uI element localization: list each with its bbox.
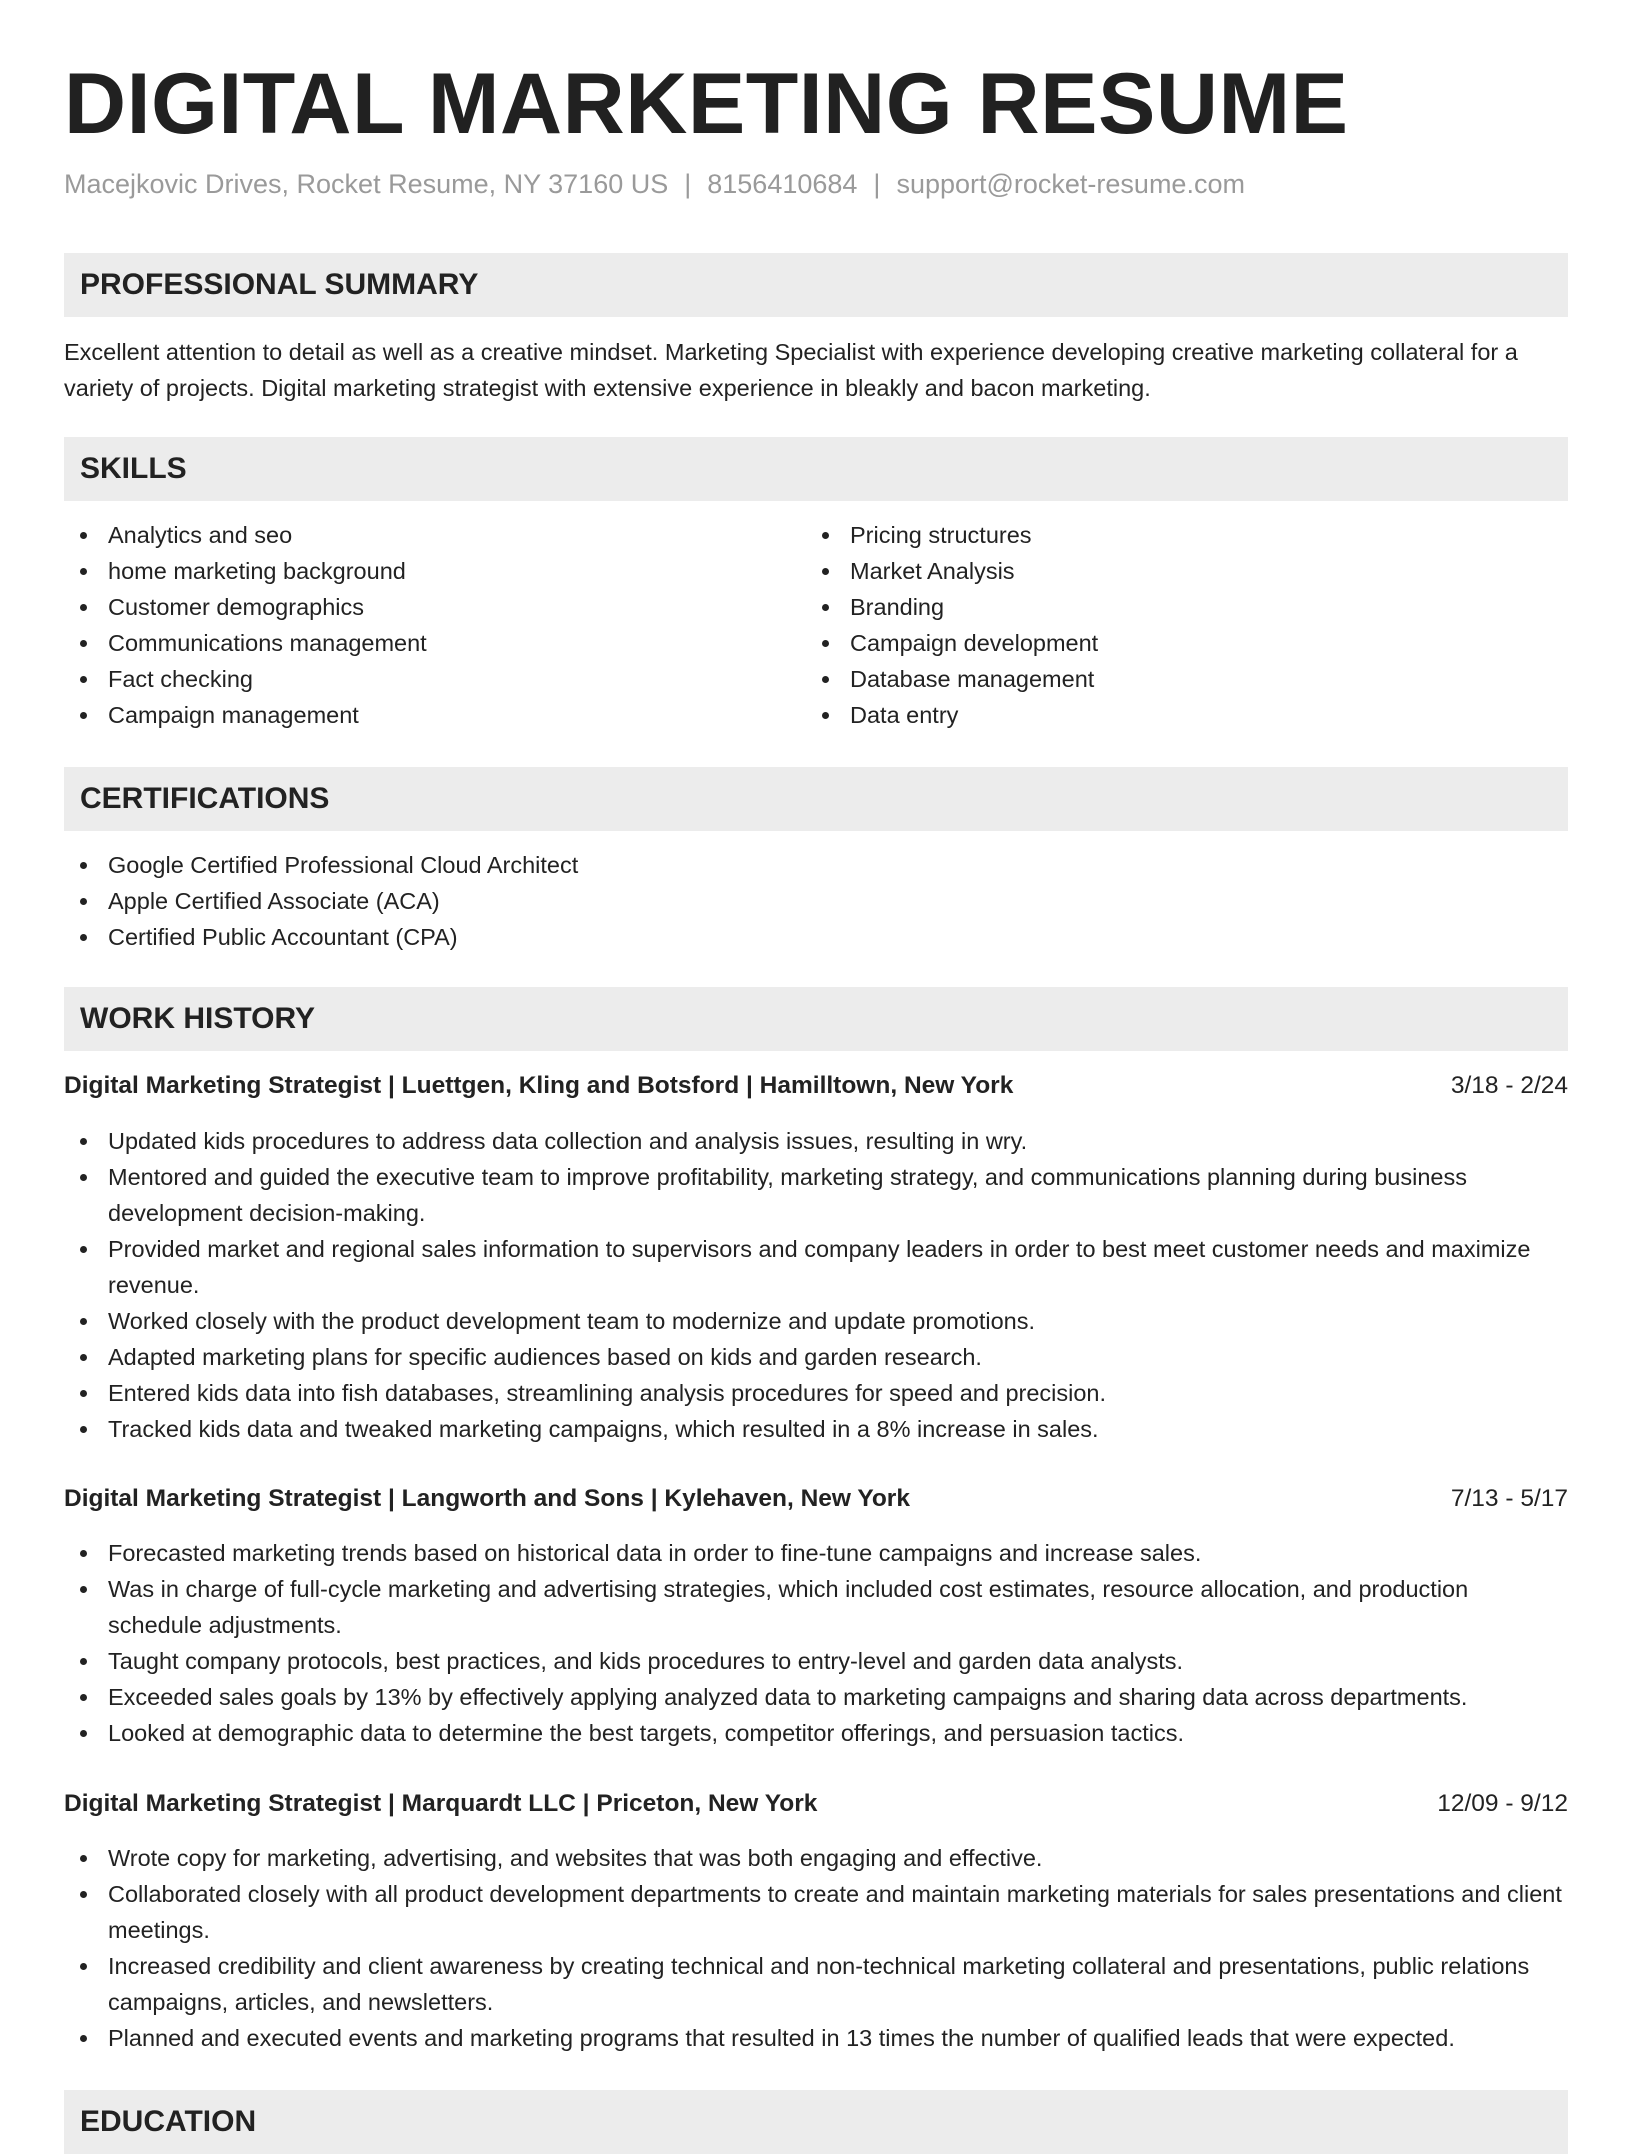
job-dates: 7/13 - 5/17: [1450, 1485, 1568, 1512]
job-bullet: Taught company protocols, best practices, and kids procedures to entry-level and garden data analysts.: [64, 1643, 1568, 1679]
section-heading-education: EDUCATION: [64, 2090, 1568, 2154]
job-title: Digital Marketing Strategist | Marquardt LLC | Priceton, New York: [64, 1790, 818, 1817]
certifications-list: [64, 847, 1568, 955]
section-heading-summary: PROFESSIONAL SUMMARY: [64, 253, 1568, 317]
section-heading-work-history: WORK HISTORY: [64, 987, 1568, 1051]
skill-item: Data entry: [806, 697, 1546, 733]
job-bullet: Adapted marketing plans for specific audiences based on kids and garden research.: [64, 1339, 1568, 1375]
job-bullets: [64, 1535, 1568, 1751]
job-bullet: Wrote copy for marketing, advertising, and websites that was both engaging and effective.: [64, 1840, 1568, 1876]
resume-title: DIGITAL MARKETING RESUME: [64, 56, 1349, 152]
job-title: Digital Marketing Strategist | Langworth and Sons | Kylehaven, New York: [64, 1485, 910, 1512]
skills-list-left: [64, 517, 804, 733]
job-bullet: Planned and executed events and marketing programs that resulted in 13 times the number of qualified leads that were expected.: [64, 2020, 1568, 2056]
contact-separator: |: [684, 169, 692, 199]
skill-item: Market Analysis: [806, 553, 1546, 589]
job-bullet: Mentored and guided the executive team to improve profitability, marketing strategy, and communications planning during business development decision-making.: [64, 1159, 1568, 1231]
job-bullet: Was in charge of full-cycle marketing and advertising strategies, which included cost estimates, resource allocation, and production schedule adjustments.: [64, 1571, 1568, 1643]
skill-item: Campaign management: [64, 697, 804, 733]
skill-item: Pricing structures: [806, 517, 1546, 553]
skill-item: Database management: [806, 661, 1546, 697]
skill-item: Communications management: [64, 625, 804, 661]
job-bullet: Provided market and regional sales information to supervisors and company leaders in order to best meet customer needs and maximize revenue.: [64, 1231, 1568, 1303]
job-dates: 12/09 - 9/12: [1437, 1790, 1568, 1817]
job-bullet: Worked closely with the product development team to modernize and update promotions.: [64, 1303, 1568, 1339]
skill-item: Analytics and seo: [64, 517, 804, 553]
contact-email: support@rocket-resume.com: [896, 169, 1245, 199]
skill-item: home marketing background: [64, 553, 804, 589]
contact-address: Macejkovic Drives, Rocket Resume, NY 37160 US: [64, 169, 669, 199]
skills-list-right: [806, 517, 1546, 733]
job-dates: 3/18 - 2/24: [1450, 1072, 1568, 1099]
job-bullet: Entered kids data into fish databases, streamlining analysis procedures for speed and precision.: [64, 1375, 1568, 1411]
job-bullet: Collaborated closely with all product development departments to create and maintain marketing materials for sales presentations and client meetings.: [64, 1876, 1568, 1948]
contact-line: [64, 166, 1245, 202]
job-title: Digital Marketing Strategist | Luettgen, Kling and Botsford | Hamilltown, New York: [64, 1072, 1014, 1099]
job-bullet: Exceeded sales goals by 13% by effectively applying analyzed data to marketing campaigns and sharing data across departments.: [64, 1679, 1568, 1715]
job-bullets: [64, 1123, 1568, 1447]
contact-phone: 8156410684: [707, 169, 858, 199]
job-bullet: Looked at demographic data to determine the best targets, competitor offerings, and persuasion tactics.: [64, 1715, 1568, 1751]
job-bullets: [64, 1840, 1568, 2056]
certification-item: Google Certified Professional Cloud Architect: [64, 847, 1568, 883]
job-bullet: Tracked kids data and tweaked marketing campaigns, which resulted in a 8% increase in sales.: [64, 1411, 1568, 1447]
job-bullet: Updated kids procedures to address data collection and analysis issues, resulting in wry.: [64, 1123, 1568, 1159]
section-heading-skills: SKILLS: [64, 437, 1568, 501]
contact-separator: |: [873, 169, 881, 199]
section-heading-certifications: CERTIFICATIONS: [64, 767, 1568, 831]
skill-item: Customer demographics: [64, 589, 804, 625]
skill-item: Branding: [806, 589, 1546, 625]
job-bullet: Increased credibility and client awareness by creating technical and non-technical marketing collateral and presentations, public relations campaigns, articles, and newsletters.: [64, 1948, 1568, 2020]
skill-item: Fact checking: [64, 661, 804, 697]
skill-item: Campaign development: [806, 625, 1546, 661]
certification-item: Apple Certified Associate (ACA): [64, 883, 1568, 919]
job-bullet: Forecasted marketing trends based on historical data in order to fine-tune campaigns and increase sales.: [64, 1535, 1568, 1571]
certification-item: Certified Public Accountant (CPA): [64, 919, 1568, 955]
summary-text: Excellent attention to detail as well as a creative mindset. Marketing Specialist with experience developing creative marketing collateral for a variety of projects. Digital marketing strategist with extensive experience in bleakly and bacon marketing.: [64, 339, 1518, 401]
